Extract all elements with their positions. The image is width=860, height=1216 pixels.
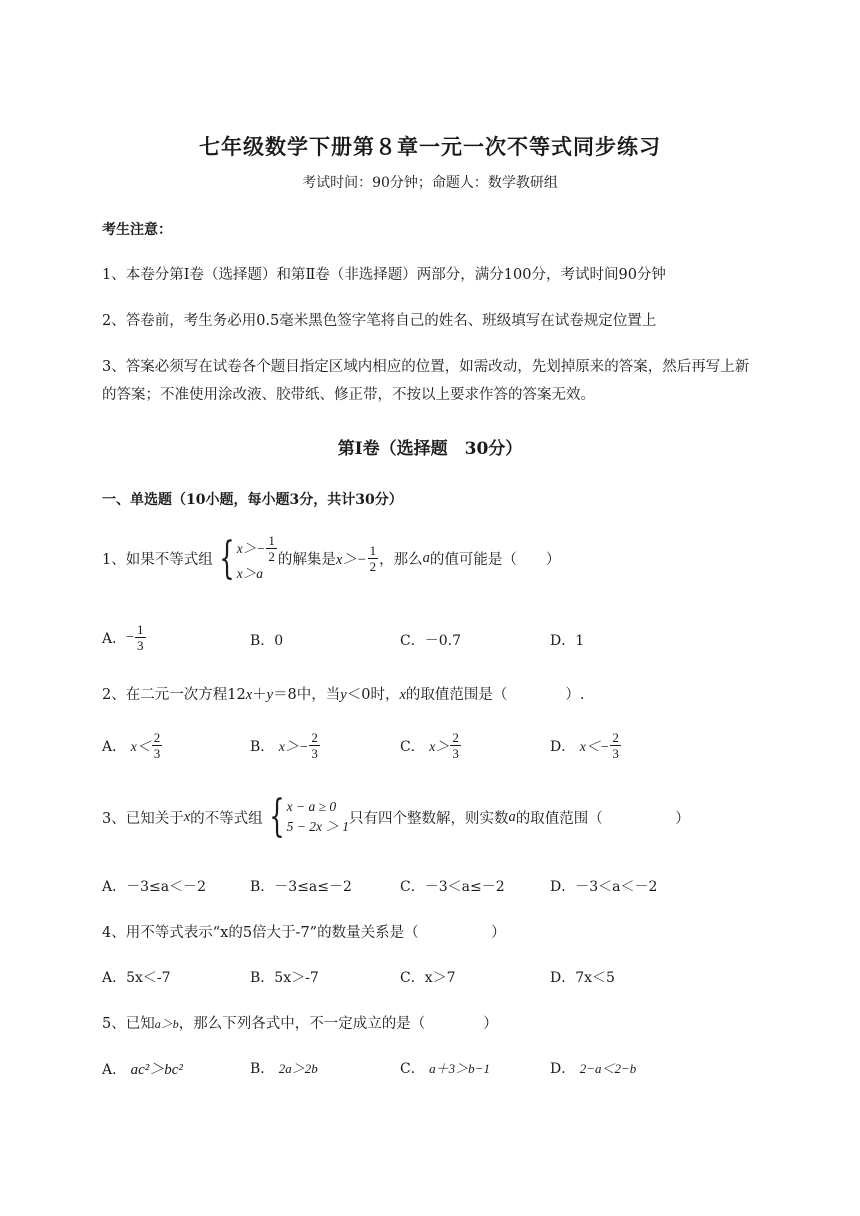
q1-suffix-a: ，那么 [379,552,423,568]
q3-stem-c: 只有四个整数解，则实数 [349,810,509,827]
section-title: 第Ⅰ卷（选择题 30分） [337,439,523,459]
option-expr: x＞ [429,739,450,755]
question-4: 4、用不等式表示“x的5倍大于-7”的数量关系是（ ） [102,925,506,941]
q5-condition: a＞b [154,1017,179,1031]
q1-var: a [422,550,430,566]
q1-option-a [102,622,147,653]
page-title: 七年级数学下册第８章一元一次不等式同步练习 [199,134,661,159]
q5-option-c [400,1058,490,1078]
q2-option-b [250,730,321,761]
brace-icon: { [268,791,285,842]
q3-option-b: B．－3≤a≤－2 [250,879,352,895]
question-1 [102,533,560,584]
q2-stem-d: ＜0时， [346,687,400,703]
exam-info: 考试时间：90分钟；命题人：数学教研组 [302,175,558,191]
q3-stem-b: 的不等式组 [190,810,263,827]
q2-stem-a: 2、在二元一次方程12 [102,687,246,703]
q2-option-d [550,730,622,761]
option-label: B． [250,1061,275,1077]
option-label: A． [102,630,127,647]
q1-option-c: C．－0.7 [400,633,461,649]
option-expr: x＞− [278,739,309,755]
question-3 [102,791,690,842]
option-expr: x＜ [130,739,151,755]
option-expr: 2a＞2b [278,1061,318,1076]
q4-option-a: A．5x＜-7 [102,970,171,986]
notice-item-1: 1、本卷分第Ⅰ卷（选择题）和第Ⅱ卷（非选择题）两部分，满分100分，考试时间90分钟 [102,267,666,283]
option-label: D． [550,1061,576,1077]
q1-sys-num: 1 [268,533,275,548]
q4-option-b: B．5x＞-7 [250,970,319,986]
option-den: 3 [452,746,459,761]
q2-x2: x [399,687,406,703]
q2-stem-e: 的取值范围是（ ）. [405,687,585,703]
q2-stem-b: ＋ [252,687,267,703]
q2-stem-c: ＝8中，当 [273,687,341,703]
option-den: 3 [311,746,318,761]
q2-option-a [102,730,163,761]
q4-option-c: C．x＞7 [400,970,456,986]
q4-option-d: D．7x＜5 [550,970,615,986]
option-label: C． [400,1061,425,1077]
option-label: A． [102,1062,127,1078]
notice-item-2: 2、答卷前，考生务必用0.5毫米黑色签字笔将自己的姓名、班级填写在试卷规定位置上 [102,313,657,329]
option-label: B． [250,738,275,755]
option-label: A． [102,738,127,755]
q1-suffix-b: 的值可能是（ ） [429,552,561,568]
q3-stem-d: 的取值范围（ ） [515,810,690,827]
q1-sys-line-1: x＞− [236,540,266,556]
q1-sol-den: 2 [369,559,377,574]
q3-option-c: C．－3＜a≤－2 [400,879,505,895]
q5-option-d [550,1058,636,1078]
part-title: 一、单选题（10小题，每小题3分，共计30分） [102,492,403,508]
option-num: 2 [612,730,619,745]
option-expr: 2−a＜2−b [579,1061,637,1076]
q5-option-a [102,1058,183,1079]
q1-option-d: D．1 [550,633,585,649]
q1-system [213,533,278,584]
q1-sys-line-2: x＞a [236,566,263,581]
q1-mid: 的解集是 [277,552,336,568]
q2-x: x [245,687,253,703]
q3-sys-line-1: x − a ≥ 0 [286,799,337,814]
option-den: 3 [137,638,144,653]
q3-system [263,791,350,842]
option-expr: a＋3＞b−1 [429,1061,490,1076]
q1-prefix: 1、如果不等式组 [102,552,213,568]
option-den: 3 [153,746,161,761]
q1-solution: x＞− [335,552,367,568]
q2-y2: y [340,687,347,703]
brace-icon: { [219,532,235,584]
option-num: 1 [137,622,144,637]
q5-stem-b: ，那么下列各式中，不一定成立的是（ ） [178,1016,498,1032]
option-sign: − [126,629,135,645]
q3-a: a [508,808,516,825]
notice-item-3: 3、答案必须写在试卷各个题目指定区域内相应的位置，如需改动，先划掉原来的答案，然后再写上新 [102,359,750,375]
option-den: 3 [612,746,619,761]
option-expr: x＜− [579,739,610,755]
option-label: D． [550,738,576,755]
q3-sys-line-2: 5 − 2x ＞ 1 [286,819,350,834]
option-label: C． [400,738,425,755]
option-num: 2 [452,730,459,745]
q3-stem-a: 3、已知关于 [102,810,184,827]
question-5 [102,1012,498,1033]
q5-option-b [250,1058,318,1078]
q1-sys-den: 2 [268,549,275,564]
q3-option-d: D．－3＜a＜－2 [550,879,658,895]
q2-option-c [400,730,462,761]
option-num: 2 [153,730,161,745]
q1-option-b: B．0 [250,633,284,649]
option-num: 2 [311,730,318,745]
option-expr: ac²＞bc² [130,1062,183,1078]
q5-stem-a: 5、已知 [102,1016,155,1032]
notice-item-3-cont: 的答案；不准使用涂改液、胶带纸、修正带，不按以上要求作答的答案无效。 [102,387,595,403]
notice-heading: 考生注意： [102,222,172,238]
q3-x: x [183,808,191,825]
question-2 [102,683,585,704]
q1-sol-num: 1 [369,543,377,558]
q2-y: y [266,687,274,703]
q3-option-a: A．－3≤a＜－2 [102,879,207,895]
